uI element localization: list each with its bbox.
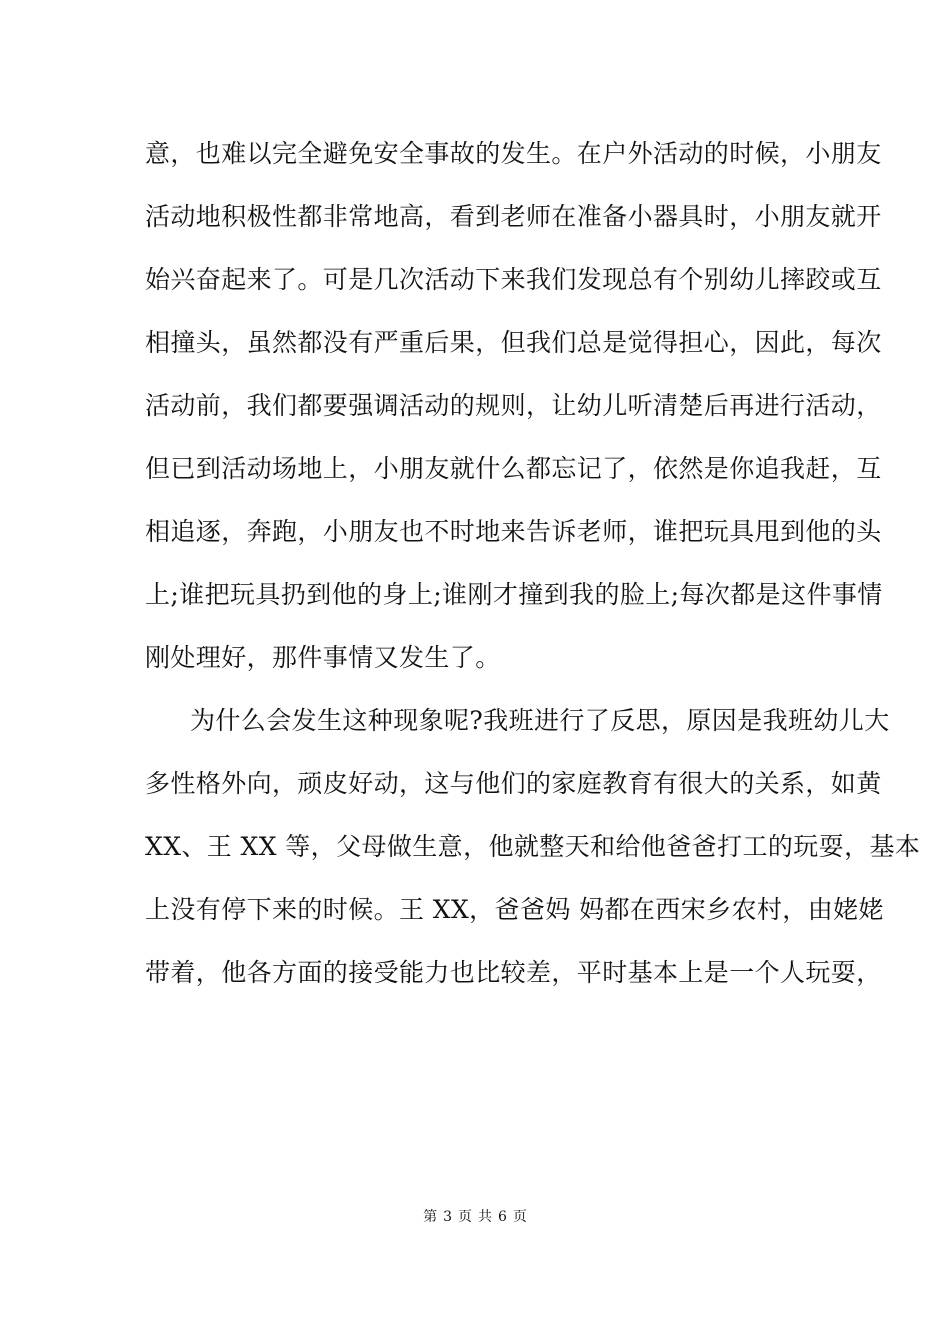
footer-page-prefix: 第	[423, 1209, 438, 1225]
footer-total-pages: 6	[498, 1209, 507, 1225]
footer-page-unit: 页	[458, 1209, 472, 1225]
body-line: 始兴奋起来了。可是几次活动下来我们发现总有个别幼儿摔跤或互	[145, 265, 882, 294]
footer-total-prefix: 共	[478, 1209, 492, 1225]
body-line: 刚处理好，那件事情又发生了。	[145, 643, 501, 672]
paragraph-first-line: 为什么会发生这种现象呢?我班进行了反思，原因是我班幼儿大	[190, 706, 890, 735]
body-line: 活动前，我们都要强调活动的规则，让幼儿听清楚后再进行活动，	[145, 391, 882, 420]
body-line: 相追逐，奔跑，小朋友也不时地来告诉老师，谁把玩具甩到他的头	[145, 517, 882, 546]
body-line: 活动地积极性都非常地高，看到老师在准备小器具时，小朋友就开	[145, 202, 882, 231]
page-footer	[0, 1208, 950, 1226]
body-line: 带着，他各方面的接受能力也比较差，平时基本上是一个人玩耍，	[145, 958, 882, 987]
body-line: 多性格外向，顽皮好动，这与他们的家庭教育有很大的关系，如黄	[145, 769, 882, 798]
footer-current-page: 3	[443, 1209, 452, 1225]
body-line: 意，也难以完全避免安全事故的发生。在户外活动的时候，小朋友	[145, 139, 882, 168]
body-line: 但已到活动场地上，小朋友就什么都忘记了，依然是你追我赶，互	[145, 454, 882, 483]
body-line: 相撞头，虽然都没有严重后果，但我们总是觉得担心，因此，每次	[145, 328, 882, 357]
body-line: 上;谁把玩具扔到他的身上;谁刚才撞到我的脸上;每次都是这件事情	[145, 580, 883, 609]
footer-total-unit: 页	[512, 1209, 527, 1225]
body-line: XX、王 XX 等，父母做生意，他就整天和给他爸爸打工的玩耍，基本	[145, 832, 921, 861]
body-line: 上没有停下来的时候。王 XX，爸爸妈 妈都在西宋乡农村，由姥姥	[145, 895, 884, 924]
